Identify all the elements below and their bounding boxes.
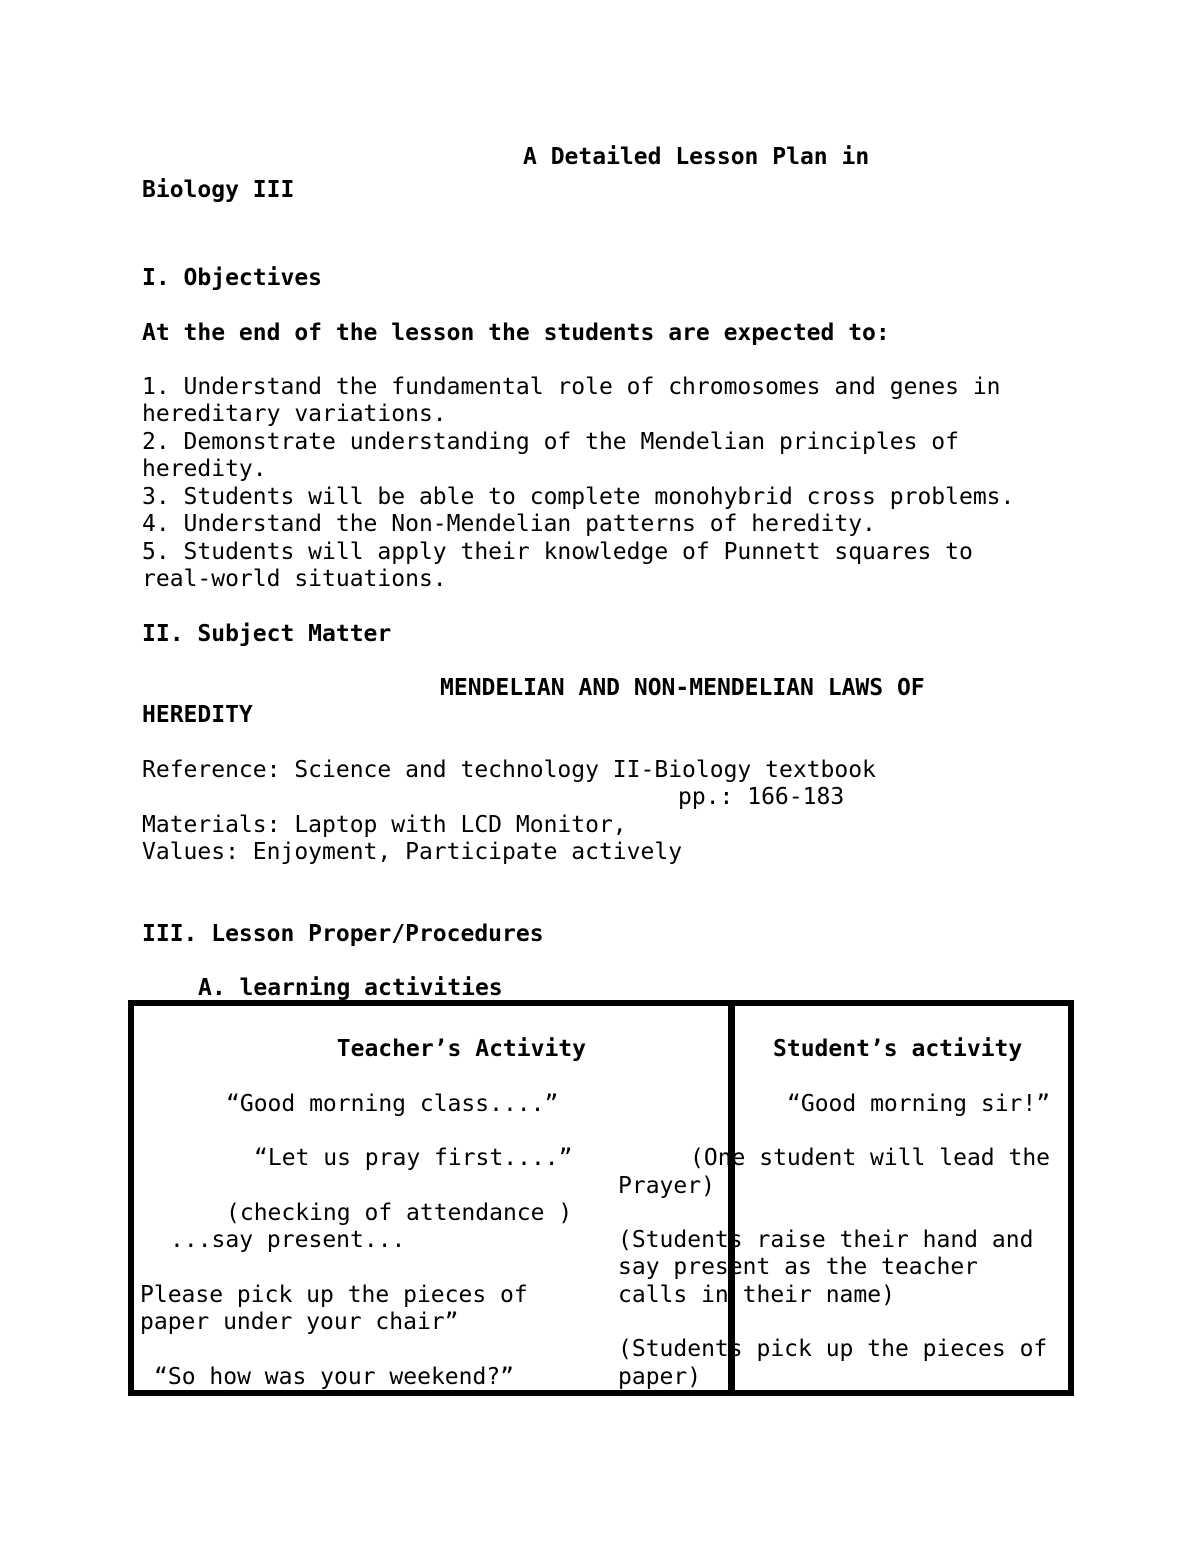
objective-line: 3. Students will be able to complete monohybrid cross problems. xyxy=(142,484,1015,510)
reference: Reference: Science and technology II-Biology textbook xyxy=(142,757,876,783)
document-title-continued: Biology III xyxy=(142,177,295,203)
student-line: “Good morning sir!” xyxy=(787,1091,1051,1117)
reference-pages: pp.: 166-183 xyxy=(678,784,845,810)
subject-matter-heading: II. Subject Matter xyxy=(142,621,392,647)
student-line: (Students pick up the pieces of xyxy=(618,1336,1048,1362)
teacher-line: “Let us pray first....” xyxy=(254,1145,573,1171)
student-line: calls in their name) xyxy=(618,1282,895,1308)
teacher-line: ...say present... xyxy=(170,1227,406,1253)
topic-title: MENDELIAN AND NON-MENDELIAN LAWS OF xyxy=(440,675,925,701)
objective-line: heredity. xyxy=(142,456,267,482)
activity-table xyxy=(128,1000,1074,1396)
student-line: paper) xyxy=(618,1364,702,1390)
student-line: (Students raise their hand and xyxy=(618,1227,1034,1253)
objective-line: hereditary variations. xyxy=(142,401,447,427)
student-line: Prayer) xyxy=(618,1173,715,1199)
teacher-activity-header: Teacher’s Activity xyxy=(336,1036,586,1062)
values: Values: Enjoyment, Participate actively xyxy=(142,839,683,865)
procedures-heading: III. Lesson Proper/Procedures xyxy=(142,921,544,947)
objective-line: 1. Understand the fundamental role of chromosomes and genes in xyxy=(142,374,1001,400)
table-divider xyxy=(728,1006,735,1390)
student-line: (One student will lead the xyxy=(690,1145,1051,1171)
teacher-line: paper under your chair” xyxy=(140,1309,459,1335)
student-line: say present as the teacher xyxy=(618,1254,979,1280)
objectives-heading: I. Objectives xyxy=(142,265,323,291)
document-title: A Detailed Lesson Plan in xyxy=(523,144,870,170)
topic-title-continued: HEREDITY xyxy=(142,702,253,728)
objective-line: 2. Demonstrate understanding of the Mendelian principles of xyxy=(142,429,959,455)
objective-line: 5. Students will apply their knowledge of Punnett squares to xyxy=(142,539,973,565)
teacher-line: Please pick up the pieces of xyxy=(140,1282,528,1308)
materials: Materials: Laptop with LCD Monitor, xyxy=(142,812,627,838)
student-activity-header: Student’s activity xyxy=(773,1036,1023,1062)
teacher-line: (checking of attendance ) xyxy=(226,1200,573,1226)
objectives-intro: At the end of the lesson the students are expected to: xyxy=(142,320,890,346)
teacher-line: “So how was your weekend?” xyxy=(154,1364,515,1390)
teacher-line: “Good morning class....” xyxy=(226,1091,559,1117)
objective-line: 4. Understand the Non-Mendelian patterns of heredity. xyxy=(142,511,876,537)
learning-activities-heading: A. learning activities xyxy=(198,975,503,1001)
objective-line: real-world situations. xyxy=(142,566,447,592)
